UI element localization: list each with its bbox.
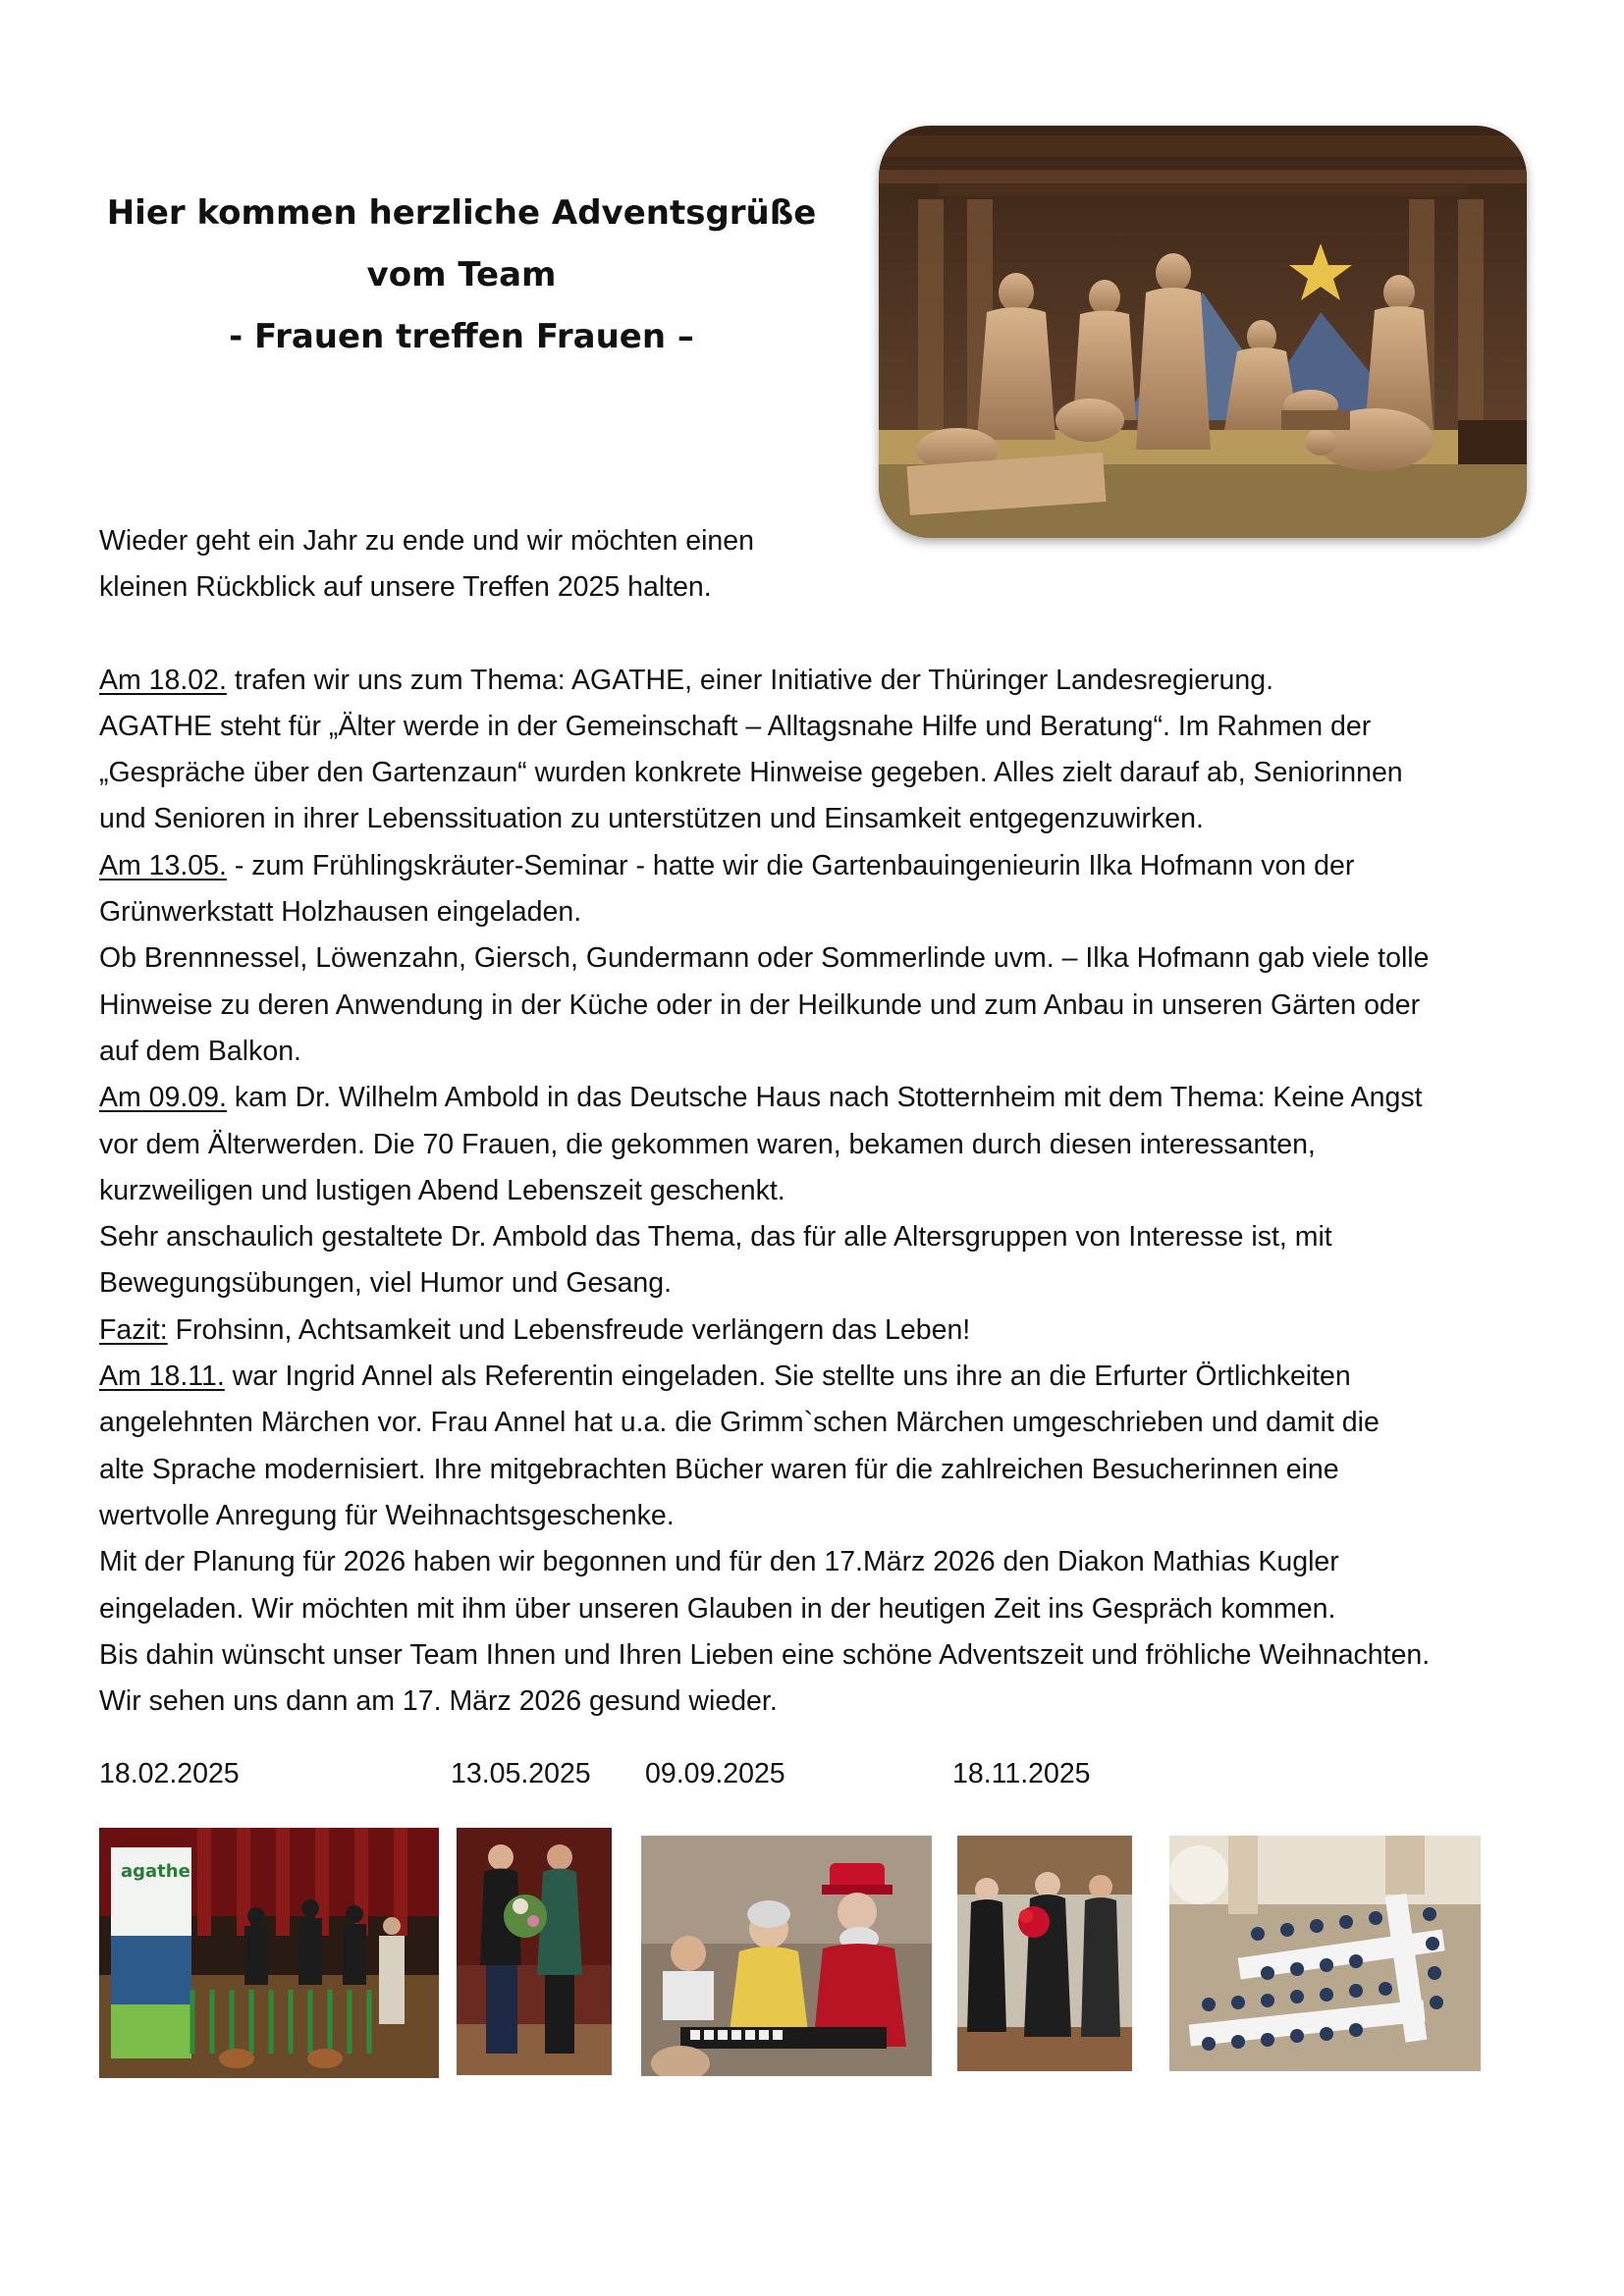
paragraph-3-line-4: Sehr anschaulich gestaltete Dr. Ambold das Thema, das für alle Altersgruppen von Interesse ist, mit [99,1221,1332,1254]
date-link-18-02: Am 18.02. [99,664,227,696]
paragraph-4-line-3: alte Sprache modernisiert. Ihre mitgebrachten Bücher waren für die zahlreichen Besucherinnen eine [99,1453,1339,1485]
title-line-3: - Frauen treffen Frauen – [229,317,694,356]
paragraph-1-line-4: und Senioren in ihrer Lebenssituation zu unterstützen und Einsamkeit entgegenzuwirken. [99,803,1204,835]
paragraph-3-line-2: vor dem Älterwerden. Die 70 Frauen, die gekommen waren, bekamen durch diesen interessanten, [99,1128,1316,1160]
paragraph-2-line-2: Grünwerkstatt Holzhausen eingeladen. [99,896,582,929]
paragraph-2-line-4: Hinweise zu deren Anwendung in der Küche oder in der Heilkunde und zum Anbau in unseren Gärten oder [99,988,1421,1021]
paragraph-1-line-1: Am 18.02. trafen wir uns zum Thema: AGATHE, einer Initiative der Thüringer Landesregierung. [99,664,1274,696]
photo-date-2: 13.05.2025 [451,1758,591,1789]
paragraph-2-line-5: auf dem Balkon. [99,1035,301,1067]
hall-overview-photo [1169,1836,1481,2071]
piano-performance-photo [641,1836,932,2076]
paragraph-3-line-5: Bewegungsübungen, viel Humor und Gesang. [99,1267,673,1300]
nativity-scene-photo [879,126,1527,538]
photo-date-3: 09.09.2025 [645,1758,785,1789]
speaker-with-poinsettia-photo [957,1836,1132,2071]
intro-line-2: kleinen Rückblick auf unsere Treffen 2025 halten. [99,571,712,604]
page-title [98,183,825,368]
title-line-1: Hier kommen herzliche Adventsgrüße [106,193,817,233]
fazit-line: Fazit: Frohsinn, Achtsamkeit und Lebensfreude verlängern das Leben! [99,1313,971,1346]
speaker-with-flowers-photo [457,1828,612,2075]
photo-date-4: 18.11.2025 [952,1758,1091,1789]
title-line-2: vom Team [366,255,557,294]
paragraph-3-line-1: Am 09.09. kam Dr. Wilhelm Ambold in das Deutsche Haus nach Stotternheim mit dem Thema: Keine Angst [99,1082,1423,1114]
closing-line-4: Wir sehen uns dann am 17. März 2026 gesund wieder. [99,1685,778,1718]
intro-line-1: Wieder geht ein Jahr zu ende und wir möchten einen [99,525,754,557]
paragraph-2-line-1: Am 13.05. - zum Frühlingskräuter-Seminar - hatte wir die Gartenbauingenieurin Ilka Hofmann von der [99,849,1355,881]
nativity-scene-illustration [879,126,1527,538]
date-link-13-05: Am 13.05. [99,849,227,881]
agathe-banner-text: agathe [121,1861,190,1882]
photo-date-1: 18.02.2025 [99,1758,240,1789]
paragraph-1-line-3: „Gespräche über den Gartenzaun“ wurden konkrete Hinweise gegeben. Alles zielt darauf ab, Seniorinnen [99,757,1403,789]
fazit-label: Fazit: [99,1313,168,1346]
paragraph-4-line-1: Am 18.11. war Ingrid Annel als Referentin eingeladen. Sie stellte uns ihre an die Erfurter Örtlichkeiten [99,1361,1351,1393]
closing-line-1: Mit der Planung für 2026 haben wir begonnen und für den 17.März 2026 den Diakon Mathias Kugler [99,1546,1339,1578]
paragraph-4-line-4: wertvolle Anregung für Weihnachtsgeschenke. [99,1499,675,1531]
date-link-09-09: Am 09.09. [99,1082,227,1114]
date-link-18-11: Am 18.11. [99,1361,225,1393]
closing-line-3: Bis dahin wünscht unser Team Ihnen und Ihren Lieben eine schöne Adventszeit und fröhliche Weihnachten. [99,1638,1431,1671]
paragraph-2-line-3: Ob Brennnessel, Löwenzahn, Giersch, Gundermann oder Sommerlinde uvm. – Ilka Hofmann gab viele tolle [99,942,1430,975]
paragraph-1-line-2: AGATHE steht für „Älter werde in der Gemeinschaft – Alltagsnahe Hilfe und Beratung“. Im Rahmen der [99,710,1372,742]
agathe-event-photo [99,1828,439,2078]
paragraph-4-line-2: angelehnten Märchen vor. Frau Annel hat u.a. die Grimm`schen Märchen umgeschrieben und damit die [99,1407,1380,1439]
closing-line-2: eingeladen. Wir möchten mit ihm über unseren Glauben in der heutigen Zeit ins Gespräch kommen. [99,1592,1336,1625]
body-text [99,518,1543,1725]
paragraph-3-line-3: kurzweiligen und lustigen Abend Lebenszeit geschenkt. [99,1174,785,1206]
